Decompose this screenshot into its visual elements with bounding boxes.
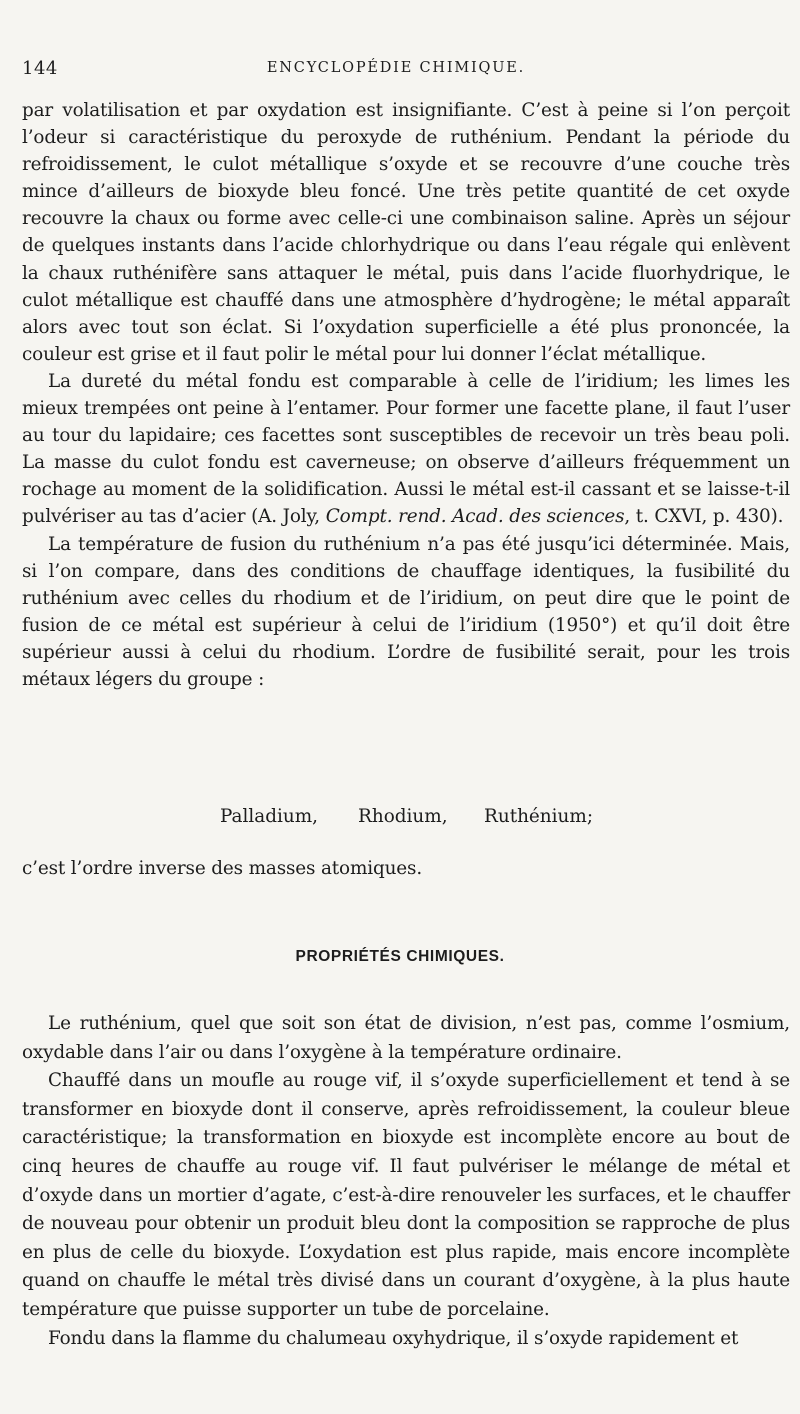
paragraph-volatilisation: par volatilisation et par oxydation est insignifiante. C’est à peine si l’on perçoit l’odeur si caractéristique du peroxyde de ruthénium. Pendant la période du refroidissement, le culot métallique s’oxyde et se recouvre d’une couche très mince d’ailleurs de bioxyde bleu foncé. Une très petite quantité de cet oxyde recouvre la chaux ou forme avec celle-ci une combinaison saline. Après un séjour de quelques instants dans l’acide chlorhydrique ou dans l’eau régale qui enlèvent la chaux ruthénifère sans attaquer le métal, puis dans l’acide fluorhydrique, le culot métallique est chauffé dans une atmosphère d’hydrogène; le métal apparaît alors avec tout son éclat. Si l’oxydation superficielle a été plus prononcée, la couleur est grise et il faut polir le métal pour lui donner l’éclat métallique. xyxy=(22,100,790,365)
paragraph-durete-text: La dureté du métal fondu est comparable à celle de l’iridium; les limes les mieux trempées ont peine à l’entamer. Pour former une facette plane, il faut l’user au tour du lapidaire; ces facettes sont susceptibles de recevoir un très beau poli. La masse du culot fondu est caverneuse; on observe d’ailleurs fréquemment un rochage au moment de la solidification. Aussi le métal est-il cassant et se laisse-t-il pulvériser au tas d’acier (A. Joly, xyxy=(22,370,790,528)
text-after-list xyxy=(22,855,790,882)
section-heading: PROPRIÉTÉS CHIMIQUES. xyxy=(295,948,505,965)
metal-ruthenium: Ruthénium; xyxy=(484,806,594,827)
metals-list xyxy=(0,803,800,833)
paragraph-fondu-chalumeau: Fondu dans la flamme du chalumeau oxyhydrique, il s’oxyde rapidement et xyxy=(48,1327,739,1349)
paragraph-temperature-fusion: La température de fusion du ruthénium n’a pas été jusqu’ici déterminée. Mais, si l’on compare, dans des conditions de chauffage identiques, la fusibilité du ruthénium avec celles du rhodium et de l’iridium, on peut dire que le point de fusion de ce métal est supérieur à celui de l’iridium (1950°) et qu’il doit être supérieur aussi à celui du rhodium. L’ordre de fusibilité serait, pour les trois métaux légers du groupe : xyxy=(22,533,790,690)
citation-journal: Compt. rend. Acad. des sciences xyxy=(325,506,625,528)
metal-rhodium: Rhodium, xyxy=(358,806,448,827)
running-title: ENCYCLOPÉDIE CHIMIQUE. xyxy=(266,60,526,76)
paragraph-ordre-inverse: c’est l’ordre inverse des masses atomiques. xyxy=(22,858,423,879)
text-block-top xyxy=(22,97,790,693)
paragraph-oxydable: Le ruthénium, quel que soit son état de division, n’est pas, comme l’osmium, oxydable dans l’air ou dans l’oxygène à la température ordinaire. xyxy=(22,1013,790,1063)
paragraph-durete xyxy=(22,368,790,531)
metal-palladium: Palladium, xyxy=(220,806,319,827)
page-header xyxy=(22,58,770,82)
page-number: 144 xyxy=(22,58,58,79)
citation-reference: , t. CXVI, p. 430). xyxy=(624,506,784,528)
paragraph-chauffe-moufle: Chauffé dans un moufle au rouge vif, il s’oxyde superficiellement et tend à se transformer en bioxyde dont il conserve, après refroidissement, la couleur bleue caractéristique; la transformation en bioxyde est incomplète encore au bout de cinq heures de chauffe au rouge vif. Il faut pulvériser le mélange de métal et d’oxyde dans un mortier d’agate, c’est-à-dire renouveler les surfaces, et le chauffer de nouveau pour obtenir un produit bleu dont la composition se rapproche de plus en plus de celle du bioxyde. L’oxydation est plus rapide, mais encore incomplète quand on chauffe le métal très divisé dans un courant d’oxygène, à la plus haute température que puisse supporter un tube de porcelaine. xyxy=(22,1070,790,1320)
text-block-bottom xyxy=(22,1010,790,1353)
